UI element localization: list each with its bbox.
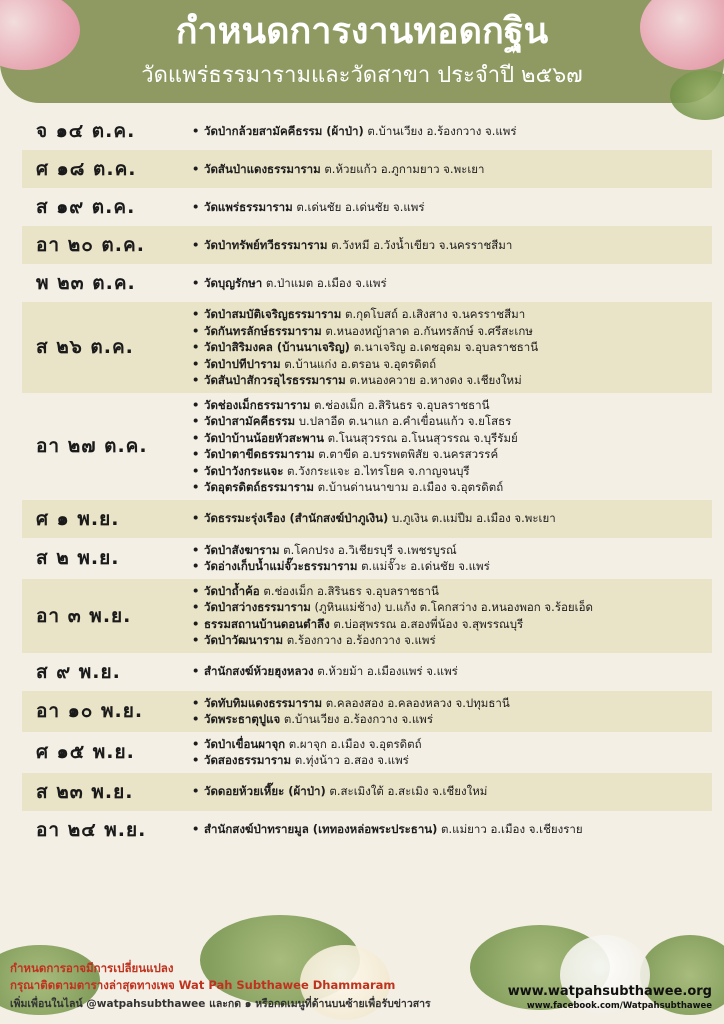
schedule-list [22,112,712,849]
event-date: ส ๑๙ ต.ค. [36,196,136,218]
lotus-flower-left [0,0,80,70]
schedule-row [22,732,712,773]
event-date: ส ๙ พ.ย. [36,660,121,683]
temple-location: ต.แม่จั๊วะ อ.เด่นชัย จ.แพร่ [357,559,490,573]
temple-entry [190,413,712,430]
event-date: ส ๒ พ.ย. [36,547,120,569]
temple-name: ธรรมสถานบ้านดอนตำลึง [204,616,330,631]
temple-list [190,663,712,680]
temple-name: วัดป่าเขื่อนผาจุก [204,736,286,751]
schedule-row [22,579,712,653]
event-date: จ ๑๔ ต.ค. [36,120,136,142]
temple-location: ต.โนนสุวรรณ อ.โนนสุวรรณ จ.บุรีรัมย์ [323,430,518,445]
temple-entry [190,123,712,140]
temple-entry [190,752,712,769]
temple-list [190,736,712,769]
temple-name: วัดป่าสามัคคีธรรม [204,414,296,428]
schedule-row [22,112,712,150]
page-subtitle: วัดแพร่ธรรมารามและวัดสาขา ประจำปี ๒๕๖๗ [141,63,583,88]
temple-name: วัดป่าปทีปาราม [204,356,281,371]
temple-location: ต.ห้วยแก้ว อ.ภูกามยาว จ.พะเยา [320,161,485,176]
temple-name: สำนักสงฆ์ห้วยฮุงหลวง [204,664,314,679]
temple-entry [190,558,712,575]
temple-location: ต.ช่องเม็ก อ.สิรินธร จ.อุบลราชธานี [259,583,439,598]
temple-name: วัดป่าทรัพย์ทวีธรรมาราม [204,237,328,252]
temple-location: ต.บ่อสุพรรณ อ.สองพี่น้อง จ.สุพรรณบุรี [329,616,524,631]
schedule-row [22,150,712,188]
temple-name: วัดสันป่าสักวรอุไรธรรมาราม [204,373,346,387]
follow-page-note: กรุณาติดตามตารางล่าสุดทางเพจ Wat Pah Subthawee Dhammaram [10,978,396,992]
event-date: อา ๒๔ พ.ย. [36,818,147,841]
event-date: ศ ๑ พ.ย. [36,507,120,530]
temple-entry [190,695,712,712]
temple-location: ต.บ้านแก่ง อ.ตรอน จ.อุตรดิตถ์ [280,356,437,371]
temple-location: ต.เด่นชัย อ.เด่นชัย จ.แพร่ [292,199,425,214]
temple-name: วัดอุตรดิตถ์ธรรมาราม [204,480,315,494]
temple-location: ต.ช่องเม็ก อ.สิรินธร จ.อุบลราชธานี [310,397,490,412]
schedule-row [22,302,712,393]
temple-location: ต.กุดโบสถ์ อ.เสิงสาง จ.นครราชสีมา [341,307,526,321]
temple-name: วัดป่าบ้านน้อยหัวสะพาน [204,430,324,445]
temple-list [190,161,712,178]
temple-name: วัดป่าสมบัติเจริญธรรมาราม [204,307,342,321]
temple-name: วัดพระธาตุปูแจ [204,712,281,726]
schedule-change-note: กำหนดการอาจมีการเปลี่ยนแปลง [10,961,174,975]
temple-list [190,583,712,649]
temple-entry [190,736,712,753]
temple-entry [190,446,712,463]
event-date: ศ ๑๘ ต.ค. [36,158,137,180]
temple-entry [190,306,712,323]
temple-location: (ภูหินแม่ช้าง) บ.แก้ง ต.โคกสว่าง อ.หนองพอก จ.ร้อยเอ็ด [310,600,593,614]
temple-location: ต.บ้านเวียง อ.ร้องกวาง จ.แพร่ [363,123,517,138]
schedule-row [22,691,712,732]
line-add-note: เพิ่มเพื่อนในไลน์ @watpahsubthawee และกด ๑ หรือกดเมนูที่ด้านบนซ้ายเพื่อรับข่าวสาร [10,998,431,1010]
schedule-row [22,773,712,811]
temple-name: วัดแพร่ธรรมาราม [204,199,293,214]
temple-name: วัดป่ากล้วยสามัคคีธรรม (ผ้าป่า) [204,123,364,138]
event-date: ส ๒๓ พ.ย. [36,780,134,803]
temple-name: วัดธรรมะรุ่งเรือง (สำนักสงฆ์ป่าภูเงิน) [204,511,389,526]
temple-list [190,542,712,575]
temple-entry [190,397,712,414]
temple-entry [190,599,712,616]
temple-entry [190,237,712,254]
temple-name: วัดป่าสังฆาราม [204,542,280,557]
temple-name: วัดป่าวังกระแจะ [204,463,284,478]
temple-name: วัดป่าวัฒนาราม [204,633,284,647]
temple-location: ต.นาเจริญ อ.เดชอุดม จ.อุบลราชธานี [349,340,539,354]
temple-list [190,306,712,389]
temple-entry [190,339,712,356]
temple-location: ต.ป่าแมต อ.เมือง จ.แพร่ [262,275,387,290]
temple-location: ต.หนองหญ้าลาด อ.กันทรลักษ์ จ.ศรีสะเกษ [321,323,533,338]
temple-name: สำนักสงฆ์ป่าทรายมูล (เททองหล่อพระประธาน) [204,822,438,837]
temple-name: วัดป่าสว่างธรรมาราม [204,600,311,614]
website-link[interactable]: www.watpahsubthawee.org [507,984,712,999]
schedule-row [22,538,712,579]
temple-location: ต.ผาจุก อ.เมือง จ.อุตรดิตถ์ [285,736,422,751]
temple-name: วัดป่าตาขีดธรรมาราม [204,447,315,461]
temple-location: ต.สะเมิงใต้ อ.สะเมิง จ.เชียงใหม่ [325,784,488,799]
temple-entry [190,199,712,216]
temple-location: ต.ร้องกวาง อ.ร้องกวาง จ.แพร่ [283,633,436,647]
temple-list [190,275,712,292]
temple-entry [190,479,712,496]
temple-entry [190,583,712,600]
temple-entry [190,430,712,447]
schedule-row [22,393,712,500]
event-date: อา ๓ พ.ย. [36,604,132,627]
temple-name: วัดอ่างเก็บน้ำแม่จั๊วะธรรมาราม [204,559,358,573]
temple-entry [190,821,712,838]
lotus-flower-right [640,0,724,70]
temple-location: ต.บ้านด่านนาขาม อ.เมือง จ.อุตรดิตถ์ [314,480,504,494]
page-title: กำหนดการงานทอดกฐิน [175,11,549,52]
temple-entry [190,783,712,800]
temple-list [190,397,712,496]
event-date: ศ ๑๕ พ.ย. [36,741,135,763]
temple-list [190,199,712,216]
header-banner [0,0,724,103]
temple-name: วัดป่าถ้ำค้อ [204,583,260,598]
temple-location: ต.วังกระแจะ อ.ไทรโยค จ.กาญจนบุรี [283,463,470,478]
temple-location: ต.โคกปรง อ.วิเชียรบุรี จ.เพชรบูรณ์ [279,542,457,557]
temple-location: ต.ห้วยม้า อ.เมืองแพร่ จ.แพร่ [313,664,458,679]
schedule-row [22,264,712,302]
temple-name: วัดสันป่าแดงธรรมาราม [204,161,321,176]
temple-entry [190,632,712,649]
schedule-row [22,188,712,226]
temple-name: วัดช่องเม็กธรรมาราม [204,397,311,412]
event-date: พ ๒๓ ต.ค. [36,272,136,294]
temple-list [190,821,712,838]
temple-entry [190,161,712,178]
event-date: อา ๒๗ ต.ค. [36,435,148,457]
temple-entry [190,275,712,292]
temple-list [190,510,712,527]
temple-list [190,695,712,728]
schedule-row [22,226,712,264]
schedule-row [22,500,712,538]
temple-entry [190,616,712,633]
temple-entry [190,542,712,559]
temple-entry [190,356,712,373]
temple-name: วัดดอยห้วยเหี๊ยะ (ผ้าป่า) [204,784,326,799]
temple-location: บ.ปลาอีด ต.นาแก อ.คำเขื่อนแก้ว จ.ยโสธร [295,414,512,428]
temple-list [190,237,712,254]
temple-name: วัดบุญรักษา [204,275,263,290]
temple-location: ต.คลองสอง อ.คลองหลวง จ.ปทุมธานี [322,695,510,710]
event-date: อา ๑๐ พ.ย. [36,700,144,722]
schedule-row [22,811,712,849]
temple-entry [190,663,712,680]
event-date: ส ๒๖ ต.ค. [36,336,134,359]
temple-entry [190,510,712,527]
temple-location: ต.วังหมี อ.วังน้ำเขียว จ.นครราชสีมา [327,237,513,252]
temple-name: วัดทับทิมแดงธรรมาราม [204,695,323,710]
event-date: อา ๒๐ ต.ค. [36,234,145,256]
temple-name: วัดป่าสิริมงคล (บ้านนาเจริญ) [204,340,350,354]
temple-location: ต.บ้านเวียง อ.ร้องกวาง จ.แพร่ [280,712,434,726]
temple-entry [190,711,712,728]
temple-location: ต.แม่ยาว อ.เมือง จ.เชียงราย [437,822,583,837]
temple-entry [190,463,712,480]
temple-location: ต.ทุ่งน้าว อ.สอง จ.แพร่ [291,753,409,767]
temple-entry [190,323,712,340]
temple-list [190,123,712,140]
temple-location: ต.หนองควาย อ.หางดง จ.เชียงใหม่ [345,373,522,387]
temple-entry [190,372,712,389]
facebook-link[interactable]: www.facebook.com/Watpahsubthawee [526,1001,712,1011]
schedule-row [22,653,712,691]
temple-list [190,783,712,800]
temple-name: วัดสองธรรมาราม [204,753,292,767]
temple-location: บ.ภูเงิน ต.แม่ปืม อ.เมือง จ.พะเยา [388,511,556,526]
temple-location: ต.ตาขีด อ.บรรพตพิสัย จ.นครสวรรค์ [314,447,499,461]
temple-name: วัดกันทรลักษ์ธรรมาราม [204,323,322,338]
